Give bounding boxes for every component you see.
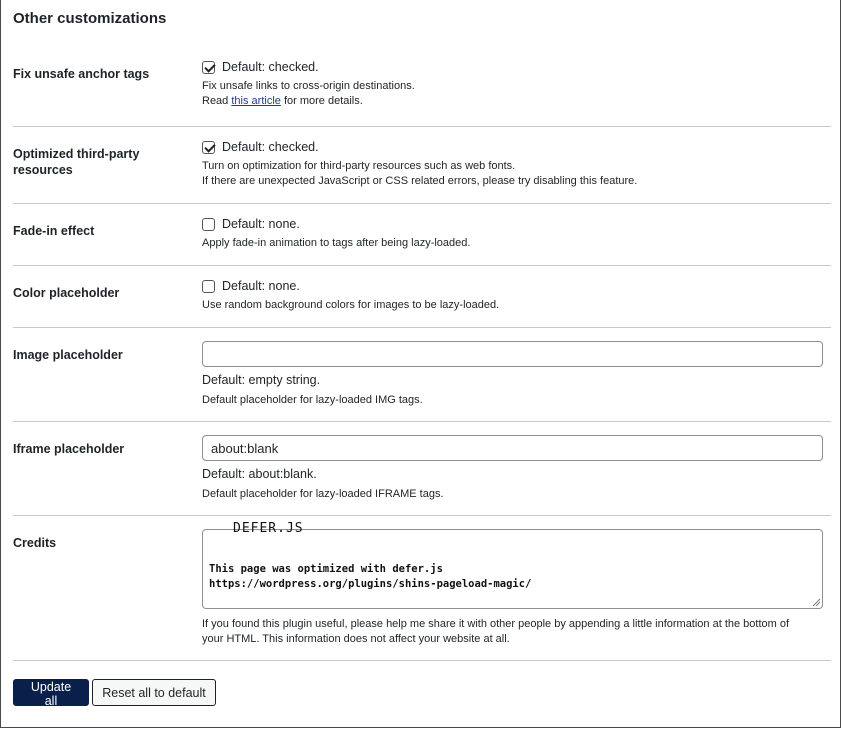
fix-unsafe-desc: Fix unsafe links to cross-origin destinations. — [202, 80, 415, 92]
fix-unsafe-desc-read — [202, 94, 363, 109]
divider — [13, 126, 831, 127]
third-party-option — [202, 140, 319, 154]
divider — [13, 421, 831, 422]
divider — [13, 515, 831, 516]
divider — [13, 660, 831, 661]
iframe-placeholder-input[interactable] — [202, 435, 823, 461]
third-party-desc-2: If there are unexpected JavaScript or CSS related errors, please try disabling this feature. — [202, 175, 638, 187]
credits-line-2: https://wordpress.org/plugins/shins-pageload-magic/ — [209, 578, 532, 590]
fix-unsafe-option — [202, 60, 319, 74]
fade-in-desc: Apply fade-in animation to tags after being lazy-loaded. — [202, 237, 471, 249]
fade-in-default: Default: none. — [222, 217, 300, 231]
color-placeholder-default: Default: none. — [222, 279, 300, 293]
third-party-checkbox[interactable] — [202, 141, 215, 154]
reset-all-button[interactable]: Reset all to default — [92, 679, 216, 706]
fix-unsafe-default: Default: checked. — [222, 60, 319, 74]
image-placeholder-label: Image placeholder — [13, 348, 123, 362]
section-title: Other customizations — [13, 10, 167, 27]
fade-in-checkbox[interactable] — [202, 218, 215, 231]
credits-label: Credits — [13, 536, 57, 550]
divider — [13, 327, 831, 328]
credits-desc-2: your HTML. This information does not affect your website at all. — [202, 633, 510, 645]
third-party-desc: Turn on optimization for third-party resources such as web fonts. — [202, 160, 516, 172]
this-article-link[interactable]: this article — [231, 95, 281, 107]
image-placeholder-desc: Default placeholder for lazy-loaded IMG tags. — [202, 394, 423, 406]
color-placeholder-option — [202, 279, 300, 293]
iframe-placeholder-label: Iframe placeholder — [13, 442, 125, 456]
read-text: Read — [202, 95, 232, 107]
divider — [13, 203, 831, 204]
resize-grip-icon[interactable] — [812, 598, 820, 606]
more-details-text: for more details. — [280, 95, 363, 107]
divider — [13, 265, 831, 266]
credits-desc: If you found this plugin useful, please help me share it with other people by appending a little information at the bottom of — [202, 618, 790, 630]
credits-textarea[interactable] — [202, 521, 823, 609]
update-all-button[interactable]: Update all — [13, 679, 89, 706]
fade-in-label: Fade-in effect — [13, 224, 95, 238]
credits-line-1: This page was optimized with defer.js — [209, 563, 443, 575]
image-placeholder-default: Default: empty string. — [202, 373, 321, 387]
defer-js-ascii-art: DEFER.JS — [233, 521, 304, 536]
third-party-label-line2: resources — [13, 163, 73, 177]
color-placeholder-checkbox[interactable] — [202, 280, 215, 293]
iframe-placeholder-desc: Default placeholder for lazy-loaded IFRAME tags. — [202, 488, 444, 500]
third-party-label-line1: Optimized third-party — [13, 147, 140, 161]
fix-unsafe-checkbox[interactable] — [202, 61, 215, 74]
fix-unsafe-label: Fix unsafe anchor tags — [13, 67, 150, 81]
third-party-label — [13, 146, 193, 178]
fade-in-option — [202, 217, 300, 231]
color-placeholder-desc: Use random background colors for images to be lazy-loaded. — [202, 299, 500, 311]
image-placeholder-input[interactable] — [202, 341, 823, 367]
iframe-placeholder-default: Default: about:blank. — [202, 467, 317, 481]
color-placeholder-label: Color placeholder — [13, 286, 120, 300]
third-party-default: Default: checked. — [222, 140, 319, 154]
